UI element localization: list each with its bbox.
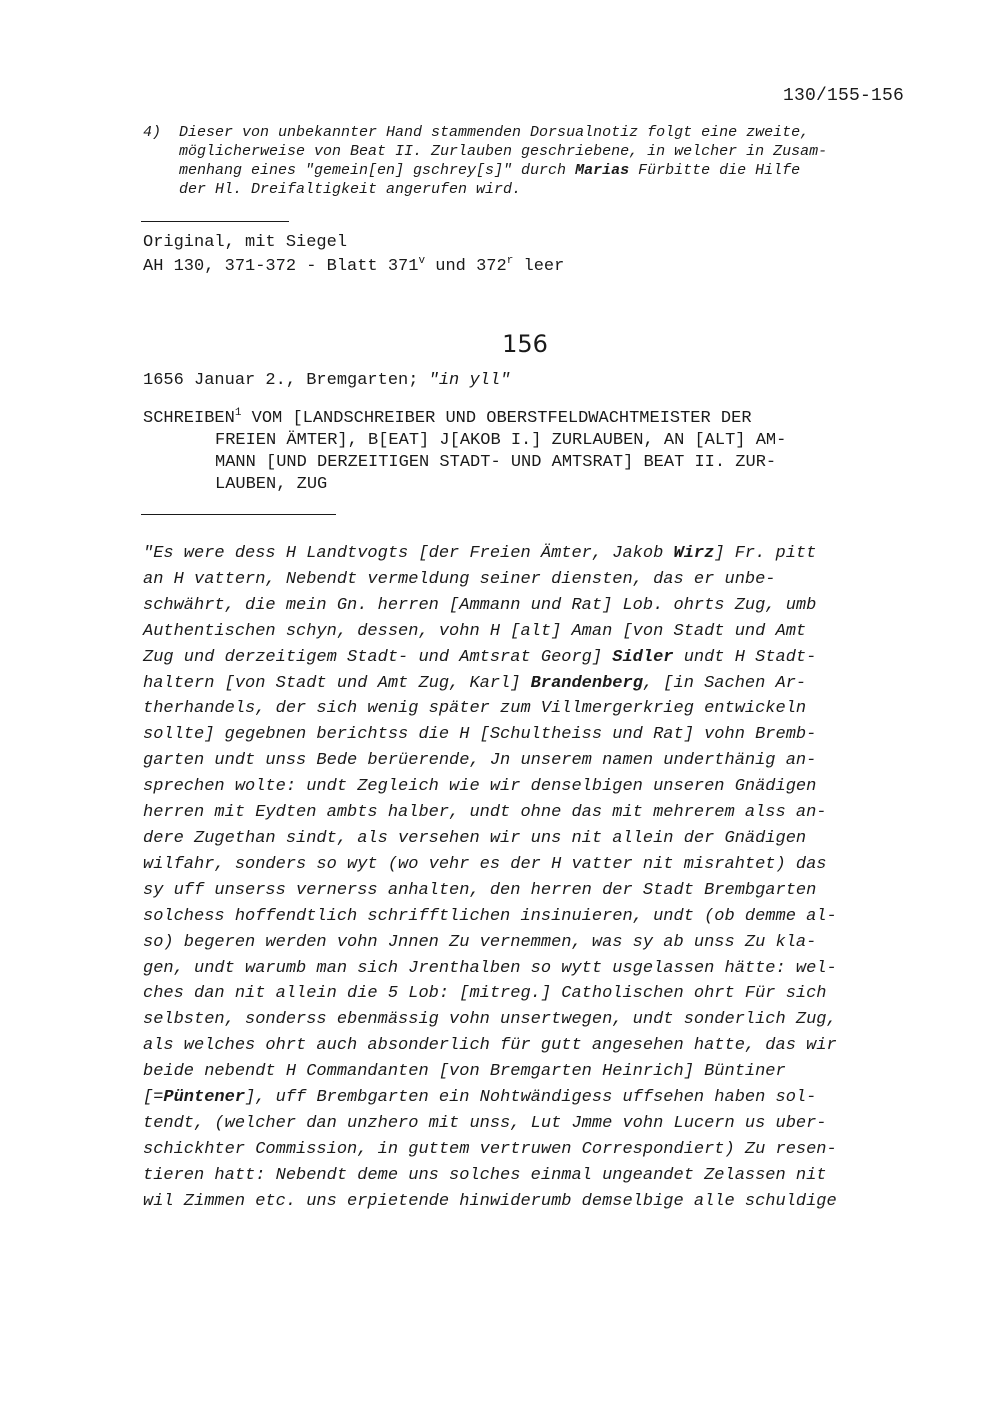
body-line: Authentischen schyn, dessen, vohn H [alt] Aman [von Stadt und Amt <box>143 621 807 641</box>
heading-line: MANN [UND DERZEITIGEN STADT- UND AMTSRAT] BEAT II. ZUR- <box>215 453 777 472</box>
body-line: tendt, (welcher dan unzhero mit unss, Lut Jmme vohn Lucern us uber- <box>143 1113 827 1133</box>
body-line: sprechen wolte: undt Zegleich wie wir denselbigen unseren Gnädigen <box>143 777 817 797</box>
footnote-line: menhang eines "gemein[en] gschrey[s]" durch Marias Fürbitte die Hilfe <box>179 162 801 179</box>
body-line: "Es were dess H Landtvogts [der Freien Ämter, Jakob Wirz] Fr. pitt <box>143 544 817 563</box>
body-line: beide nebendt H Commandanten [von Bremgarten Heinrich] Büntiner <box>143 1062 786 1082</box>
body-line: an H vattern, Nebendt vermeldung seiner diensten, das er unbe- <box>143 569 776 589</box>
body-line: dere Zugethan sindt, als versehen wir uns nit allein der Gnädigen <box>143 828 807 848</box>
body-line: selbsten, sonderss ebenmässig vohn unsertwegen, undt sonderlich Zug, <box>143 1010 837 1030</box>
separator-rule <box>141 221 289 222</box>
letter-body <box>143 541 923 1215</box>
body-line: gen, undt warumb man sich Jrenthalben so wytt usgelassen hätte: wel- <box>143 958 837 978</box>
dateline: 1656 Januar 2., Bremgarten; "in yll" <box>143 371 511 390</box>
body-line: wil Zimmen etc. uns erpietende hinwiderumb demselbige alle schuldige <box>143 1191 837 1211</box>
body-line: haltern [von Stadt und Amt Zug, Karl] Brandenberg, [in Sachen Ar- <box>143 673 807 693</box>
body-line: sollte] gegebnen berichtss die H [Schultheiss und Rat] vohn Bremb- <box>143 725 817 745</box>
archive-reference: AH 130, 371-372 - Blatt 371$^v$ und 372$^r$ leer <box>143 255 565 276</box>
body-line: ches dan nit allein die 5 Lob: [mitreg.] Catholischen ohrt Für sich <box>143 984 827 1004</box>
body-line: therhandels, der sich wenig später zum Villmergerkrieg entwickeln <box>143 699 807 719</box>
footnote-number: 4) <box>143 124 162 141</box>
footnote-line: möglicherweise von Beat II. Zurlauben geschriebene, in welcher in Zusam- <box>179 143 828 160</box>
heading-line: LAUBEN, ZUG <box>215 475 328 494</box>
body-line: schickhter Commission, in guttem vertruwen Correspondiert) Zu resen- <box>143 1139 837 1159</box>
body-line: Zug und derzeitigem Stadt- und Amtsrat Georg] Sidler undt H Stadt- <box>143 647 817 667</box>
separator-rule <box>141 514 336 515</box>
footnote <box>143 123 913 199</box>
source-note: Original, mit Siegel <box>143 233 348 252</box>
body-line: [=Püntener], uff Brembgarten ein Nohtwändigess uffsehen haben sol- <box>143 1088 817 1108</box>
body-line: garten undt unss Bede berüerende, Jn unserem namen underthänig an- <box>143 751 817 771</box>
body-line: so) begeren werden vohn Jnnen Zu vernemmen, was sy ab unss Zu kla- <box>143 932 817 952</box>
body-line: als welches ohrt auch absonderlich für gutt angesehen hatte, das wir <box>143 1036 837 1056</box>
document-heading: SCHREIBEN$^1$ VOM [LANDSCHREIBER UND OBERSTFELDWACHTMEISTER DER FREIEN ÄMTER], B[EAT] J[AKOB I.] ZURLAUBEN, AN [ALT] AM- MANN [UND DERZEITIGEN STADT- UND AMTSRAT] BEAT II. ZUR- LAUBEN, ZUG <box>143 408 913 496</box>
page-reference: 130/155-156 <box>782 86 904 106</box>
body-line: sy uff unserss vernerss anhalten, den herren der Stadt Brembgarten <box>143 880 817 900</box>
body-line: wilfahr, sonders so wyt (wo vehr es der H vatter nit misrahtet) das <box>143 854 827 874</box>
body-line: tieren hatt: Nebendt deme uns solches einmal ungeandet Zelassen nit <box>143 1165 827 1185</box>
footnote-line: der Hl. Dreifaltigkeit angerufen wird. <box>179 181 522 198</box>
body-line: solchess hoffendtlich schrifftlichen insinuieren, undt (ob demme al- <box>143 906 837 926</box>
footnote-text <box>179 123 913 199</box>
heading-line: FREIEN ÄMTER], B[EAT] J[AKOB I.] ZURLAUBEN, AN [ALT] AM- <box>215 431 787 450</box>
body-line: schwährt, die mein Gn. herren [Ammann und Rat] Lob. ohrts Zug, umb <box>143 595 817 615</box>
footnote-line: Dieser von unbekannter Hand stammenden Dorsualnotiz folgt eine zweite, <box>179 124 810 141</box>
body-line: herren mit Eydten ambts halber, undt ohne das mit mehrerem alss an- <box>143 803 827 823</box>
document-number: 156 <box>502 330 548 358</box>
